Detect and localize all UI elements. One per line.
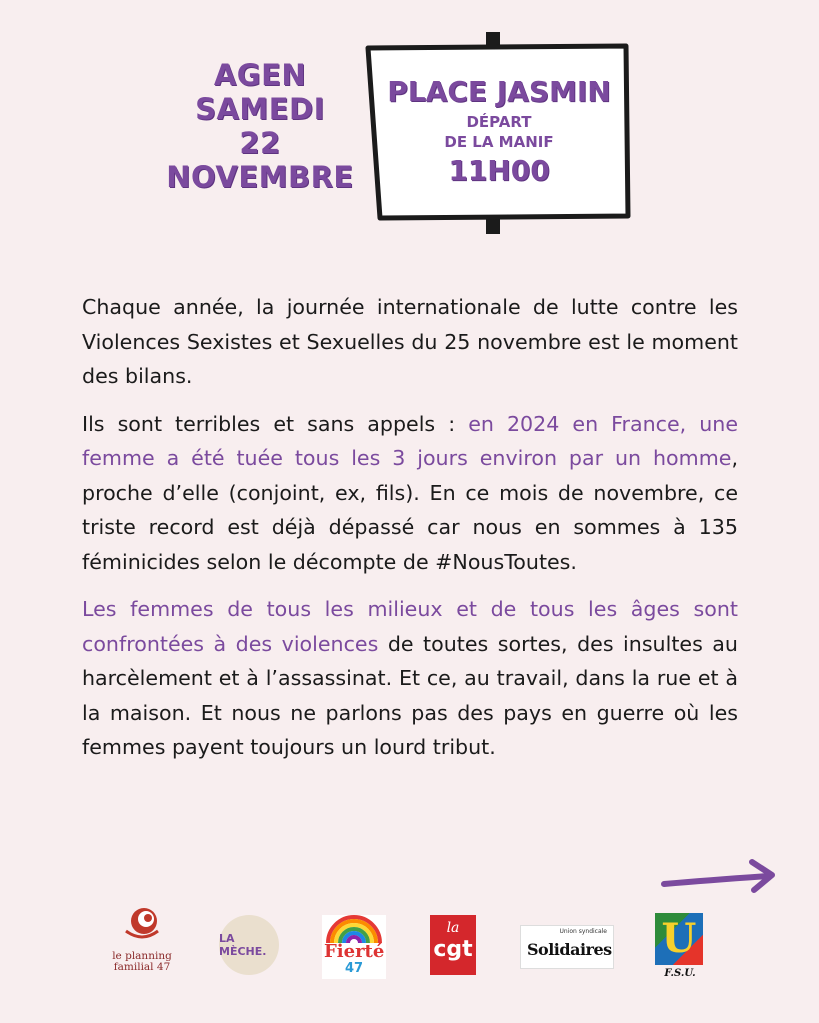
paragraph-3-end: de toutes sortes, des insultes au harcèlement et à l’assassinat. Et ce, au travail, dans la rue et à la maison. Et nous ne parlons pas des pays en guerre où les femmes payent toujours un lourd tribut. bbox=[82, 631, 738, 759]
paragraph-2-start: Ils sont terribles et sans appels : bbox=[82, 411, 469, 436]
paragraph-2 bbox=[82, 407, 738, 580]
paragraph-3 bbox=[82, 592, 738, 765]
event-month: NOVEMBRE bbox=[166, 160, 354, 194]
solidaires-small: Union syndicale bbox=[559, 928, 607, 935]
event-day: SAMEDI bbox=[195, 92, 325, 126]
cgt-top: la bbox=[446, 920, 460, 936]
solidaires-logo bbox=[520, 925, 614, 969]
body-text bbox=[82, 290, 738, 778]
fsu-mark: U bbox=[655, 913, 703, 965]
paragraph-2-highlight: en 2024 en France, une femme a été tuée tous les 3 jours environ par un homme bbox=[82, 411, 738, 470]
fsu-logo bbox=[655, 913, 705, 983]
sign-line1: DÉPART bbox=[466, 113, 532, 131]
event-city: AGEN bbox=[213, 58, 307, 92]
la-meche-text: LA MÈCHE. bbox=[219, 932, 267, 958]
cgt-main: cgt bbox=[433, 937, 473, 962]
arrow-right-icon[interactable] bbox=[660, 858, 780, 902]
event-date-block bbox=[160, 58, 360, 194]
fierte-text: Fierté bbox=[324, 941, 385, 962]
sign-time: 11H00 bbox=[448, 154, 550, 187]
solidaires-text: Solidaires bbox=[527, 940, 612, 959]
signpost bbox=[360, 30, 640, 240]
planning-line1: le planning bbox=[112, 950, 172, 962]
paragraph-1: Chaque année, la journée internationale de lutte contre les Violences Sexistes et Sexuelles du 25 novembre est le moment des bilans. bbox=[82, 295, 738, 388]
fierte-47-logo bbox=[322, 915, 386, 979]
sign-place: PLACE JASMIN bbox=[387, 75, 611, 108]
sign-text bbox=[368, 76, 630, 186]
event-date: 22 bbox=[239, 126, 281, 160]
sign-line2: DE LA MANIF bbox=[444, 133, 554, 151]
cgt-logo bbox=[430, 915, 476, 975]
planning-line2: familial 47 bbox=[113, 961, 171, 973]
fsu-text: F.S.U. bbox=[664, 968, 696, 979]
header bbox=[0, 0, 819, 260]
la-meche-logo bbox=[219, 915, 279, 975]
planning-familial-logo bbox=[106, 905, 178, 985]
paragraph-2-end: , proche d’elle (conjoint, ex, fils). En ce mois de novembre, ce triste record est déjà dépassé car nous en sommes à 135 féminicides selon le décompte de #NousToutes. bbox=[82, 446, 738, 574]
planning-familial-icon bbox=[122, 905, 162, 945]
fierte-number: 47 bbox=[344, 961, 364, 976]
paragraph-3-highlight: Les femmes de tous les milieux et de tous les âges sont confrontées à des violences bbox=[82, 597, 738, 656]
partner-logos bbox=[0, 905, 819, 995]
